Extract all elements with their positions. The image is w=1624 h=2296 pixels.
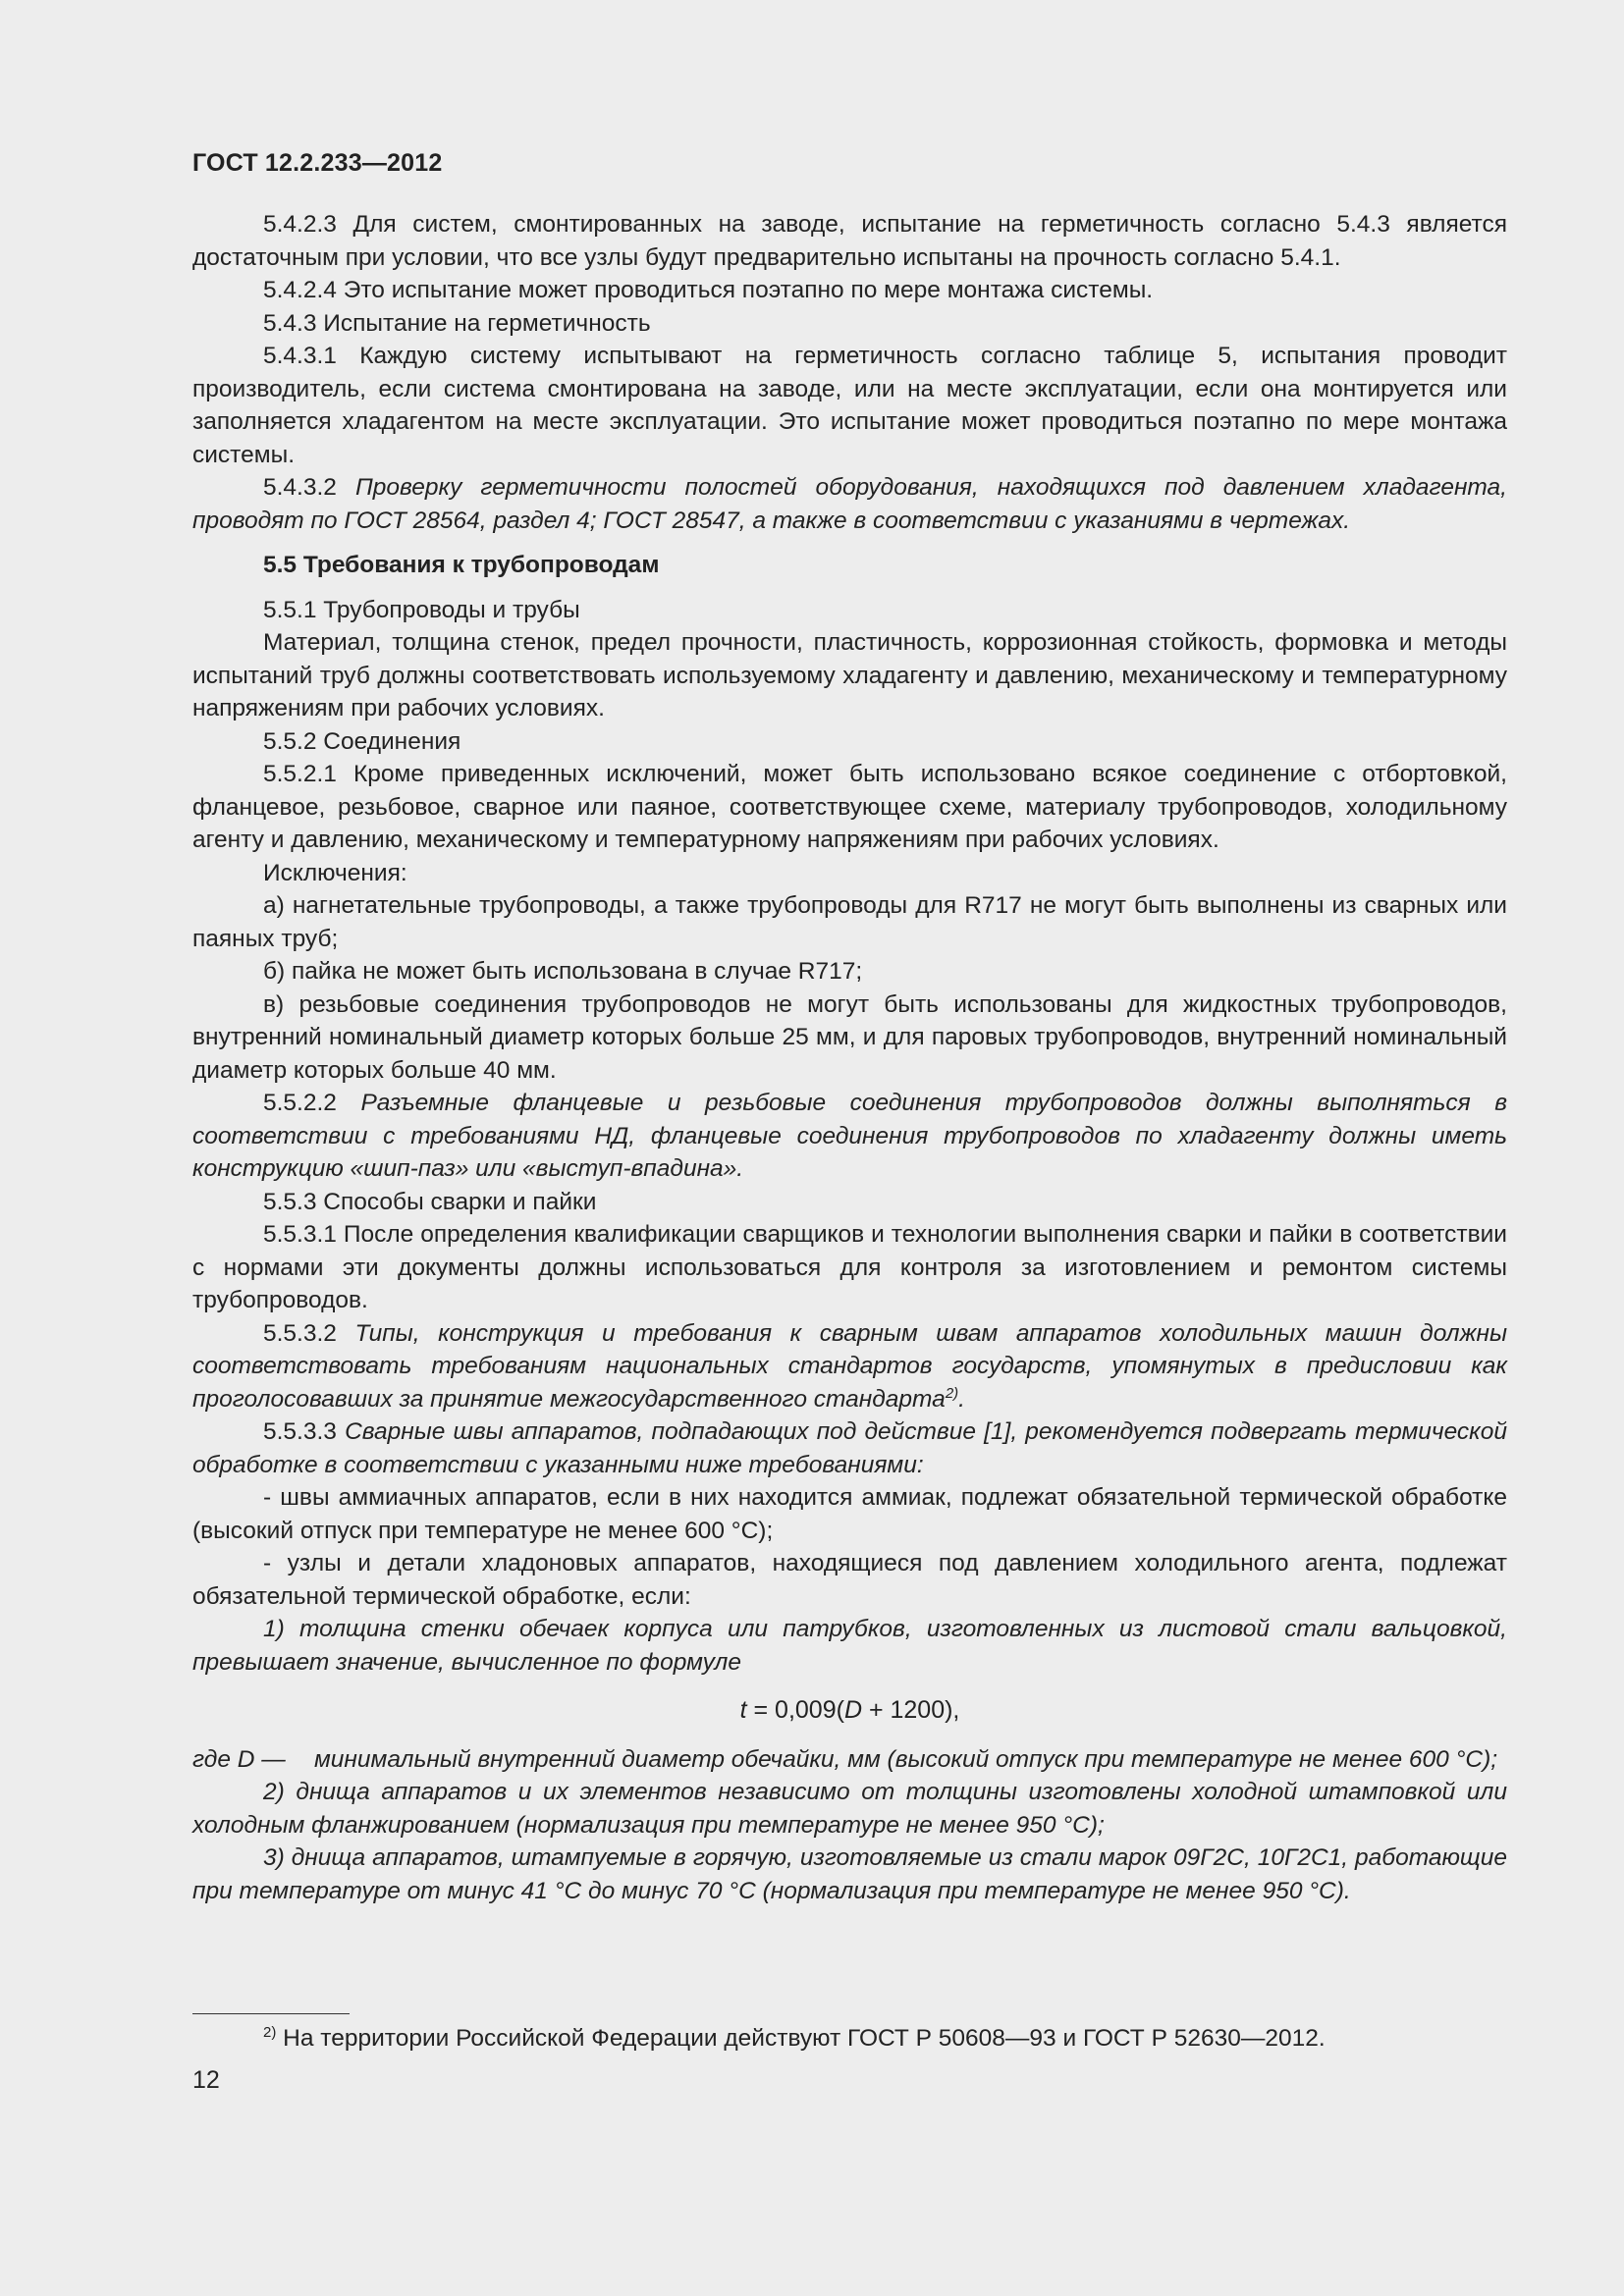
clause-number: 5.4.3.2 [263,474,356,501]
formula-paren-open: ( [836,1696,844,1724]
section-heading: 5.5 Требования к трубопроводам [263,552,660,578]
list-item: 3) днища аппаратов, штампуемые в горячую, изготовляемые из стали марок 09Г2С, 10Г2С1, работающие при температуре от минус 41 °С до минус 70 °С (нормализация при температуре не менее 950 °С). [192,1844,1507,1904]
formula-eq: = 0,009 [746,1696,837,1724]
paragraph: 5.5.3 Способы сварки и пайки [263,1188,597,1215]
legend-definition: минимальный внутренний диаметр обечайки, мм (высокий отпуск при температуре не менее 600 °С); [314,1745,1498,1773]
footnote [263,2022,1326,2055]
formula-legend [192,1743,1507,1777]
document-header: ГОСТ 12.2.233—2012 [192,149,443,177]
paragraph: 5.4.3.1 Каждую систему испытывают на герметичность согласно таблице 5, испытания проводит производитель, если система смонтирована на заводе, или на месте эксплуатации, если она монтируется или заполняется хладагентом на месте эксплуатации. Это испытание может проводиться поэтапно по мере монтажа системы. [192,343,1507,468]
paragraph [192,471,1507,537]
clause-number: 5.5.3.3 [263,1418,346,1445]
legend-term: где D — [192,1745,286,1773]
paragraph: Материал, толщина стенок, предел прочности, пластичность, коррозионная стойкость, формовка и методы испытаний труб должны соответствовать используемому хладагенту и давлению, механическому и температурному напряжениям при рабочих условиях. [192,629,1507,721]
paragraph: 5.4.3 Испытание на герметичность [263,309,651,337]
formula [192,1694,1507,1728]
clause-text: Типы, конструкция и требования к сварным швам аппаратов холодильных машин должны соответствовать требованиям национальных стандартов государств, упомянутых в предисловии как проголосовавших за принятие межгосударственного стандарта [192,1319,1507,1413]
list-item: а) нагнетательные трубопроводы, а также трубопроводы для R717 не могут быть выполнены из сварных или паяных труб; [192,892,1507,952]
paragraph: 5.5.2 Соединения [263,727,461,755]
paragraph: 5.4.2.3 Для систем, смонтированных на заводе, испытание на герметичность согласно 5.4.3 является достаточным при условии, что все узлы будут предварительно испытаны на прочность согласно 5.4.1. [192,211,1507,271]
list-item: 1) толщина стенки обечаек корпуса или патрубков, изготовленных из листовой стали вальцовкой, превышает значение, вычисленное по формуле [192,1616,1507,1676]
formula-paren-close: ), [945,1696,960,1724]
page-number: 12 [192,2066,220,2094]
footnote-divider [192,2013,350,2014]
document-body [192,208,1507,1907]
formula-rest: + 1200 [862,1696,946,1724]
list-item: б) пайка не может быть использована в случае R717; [263,958,863,985]
clause-number: 5.5.3.2 [263,1319,355,1347]
paragraph [192,1317,1507,1416]
paragraph: 5.4.2.4 Это испытание может проводиться поэтапно по мере монтажа системы. [263,277,1154,303]
footnote-marker: 2) [263,2023,277,2041]
list-item: 2) днища аппаратов и их элементов независимо от толщины изготовлены холодной штамповкой или холодным фланжированием (нормализация при температуре не менее 950 °С); [192,1779,1507,1839]
paragraph: 5.5.3.1 После определения квалификации сварщиков и технологии выполнения сварки и пайки в соответствии с нормами эти документы должны использоваться для контроля за изготовлением и ремонтом системы трубопроводов. [192,1221,1507,1313]
clause-end: . [958,1385,965,1413]
list-item: - швы аммиачных аппаратов, если в них находится аммиак, подлежат обязательной термической обработке (высокий отпуск при температуре не менее 600 °С); [192,1484,1507,1544]
footnote-reference: 2) [945,1384,959,1402]
paragraph: 5.5.2.1 Кроме приведенных исключений, может быть использовано всякое соединение с отбортовкой, фланцевое, резьбовое, сварное или паяное, соответствующее схеме, материалу трубопроводов, холодильному агенту и давлению, механическому и температурному напряжениям при рабочих условиях. [192,761,1507,853]
list-item: в) резьбовые соединения трубопроводов не могут быть использованы для жидкостных трубопроводов, внутренний номинальный диаметр которых больше 25 мм, и для паровых трубопроводов, внутренний номинальный диаметр которых больше 40 мм. [192,990,1507,1084]
clause-text: Проверку герметичности полостей оборудования, находящихся под давлением хладагента, проводят по ГОСТ 28564, раздел 4; ГОСТ 28547, а также в соответствии с указаниями в чертежах. [192,474,1507,534]
paragraph: Исключения: [263,859,407,886]
paragraph: 5.5.1 Трубопроводы и трубы [263,596,580,623]
clause-text: Разъемные фланцевые и резьбовые соединения трубопроводов должны выполняться в соответствии с требованиями НД, фланцевые соединения трубопроводов по хладагенту должны иметь конструкцию «шип-паз» или «выступ-впадина». [192,1090,1508,1182]
list-item: - узлы и детали хладоновых аппаратов, находящиеся под давлением холодильного агента, подлежат обязательной термической обработке, если: [192,1550,1507,1610]
clause-number: 5.5.2.2 [263,1090,361,1116]
formula-lhs: t [739,1696,747,1724]
formula-var: D [843,1696,862,1724]
clause-text: Сварные швы аппаратов, подпадающих под действие [1], рекомендуется подвергать термической обработке в соответствии с указанными ниже требованиями: [192,1418,1508,1478]
footnote-text: На территории Российской Федерации действуют ГОСТ Р 50608—93 и ГОСТ Р 52630—2012. [276,2025,1326,2052]
paragraph [192,1415,1507,1481]
paragraph [192,1087,1507,1186]
